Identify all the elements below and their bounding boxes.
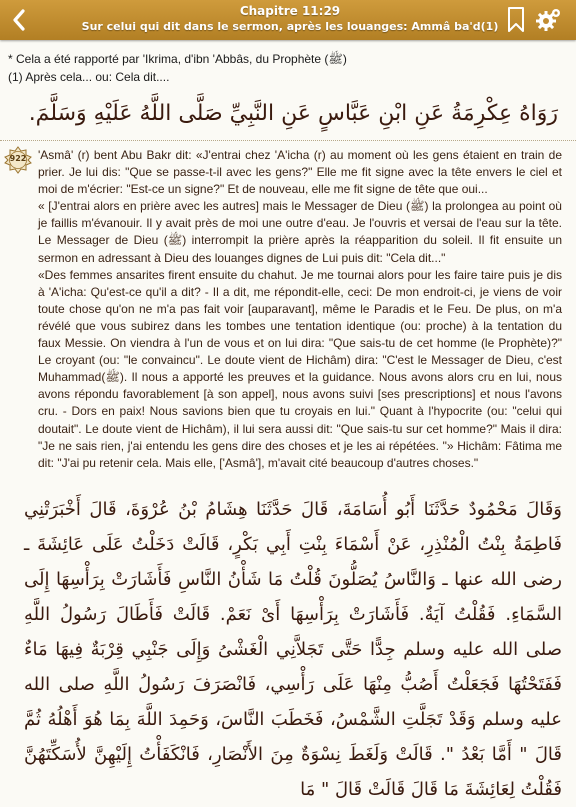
bookmark-icon	[505, 6, 527, 34]
chevron-left-icon	[12, 9, 26, 31]
section-divider	[0, 140, 576, 141]
chapter-subtitle: Sur celui qui dit dans le sermon, après les louanges: Ammâ ba'd(1)	[81, 20, 499, 33]
gear-icon	[534, 6, 562, 34]
hadith-number: 922	[9, 154, 27, 163]
content-area[interactable]	[0, 40, 576, 800]
settings-button[interactable]	[534, 6, 562, 34]
chapter-arabic-text: رَوَاهُ عِكْرِمَةُ عَنِ ابْنِ عَبَّاسٍ عَنِ النَّبِيِّ صَلَّى اللَّهُ عَلَيْهِ وَسَلَّمَ.	[28, 101, 558, 126]
back-button[interactable]	[4, 4, 34, 36]
hadith-number-badge	[4, 146, 32, 174]
hadith-paragraph: « [J'entrai alors en prière avec les autres] mais le Messager de Dieu (ﷺ) la prolongea au point où je faillis m'évanouir. Il y avait près de moi une outre d'eau. Je l'ouvris et versai de l'eau sur la tête. Le Messager de Dieu (ﷺ) interrompit la prière après la réapparition du soleil. Il fit ensuite un sermon en adressant à Dieu des louanges dignes de Lui puis dit: "Cela dit..."	[38, 199, 562, 265]
hadith-paragraph: «Des femmes ansarites firent ensuite du chahut. Je me tournai alors pour les faire taire puis je dis à 'A'icha: Qu'est-ce qu'il a dit? - Il a dit, me répondit-elle, ceci: De mon endroit-ci, je viens de voir toute chose qu'on ne m'a pas fait voir [auparavant], même le Paradis et le Feu. De plus, on m'a révélé que vous subirez dans les tombes une tentation identique (ou: proche) à la tentation du faux Messie. On viendra à l'un de vous et on lui dira: "Que sais-tu de cet homme (le Prophète)?" Le croyant (ou: "le convaincu". Le doute vient de Hichâm) dira: "C'est le Messager de Dieu, c'est Muhammad(ﷺ). Il nous a apporté les preuves et la guidance. Nous avons alors cru en lui, nous avons répondu favorablement [à son appel], nous avons suivi [ses prescriptions] et nous l'avons cru. - Dors en paix! Nous savions bien que tu croyais en lui." Quant à l'hypocrite (ou: "celui qui doutait". Le doute vient de Hichâm), il lui sera aussi dit: "Que sais-tu sur cet homme?" Mais il dira: "Je ne sais rien, j'ai entendu les gens dire des choses et je les ai répétées. "» Hichâm: Fâtima me dit: "J'ai pu retenir cela. Mais elle, ['Asmâ'], m'avait cité beaucoup d'autres choses."	[38, 267, 562, 470]
hadith-arabic-text: وَقَالَ مَحْمُودٌ حَدَّثَنَا أَبُو أُسَامَةَ، قَالَ حَدَّثَنَا هِشَامُ بْنُ عُرْوَةَ، قَالَ أَخْبَرَتْنِي فَاطِمَةُ بِنْتُ الْمُنْذِرِ، عَنْ أَسْمَاءَ بِنْتِ أَبِي بَكْرٍ، قَالَتْ دَخَلْتُ عَلَى عَائِشَةَ ـ رضى الله عنها ـ وَالنَّاسُ يُصَلُّونَ قُلْتُ مَا شَأْنُ النَّاسِ فَأَشَارَتْ بِرَأْسِهَا إِلَى السَّمَاءِ. فَقُلْتُ آيَةٌ. فَأَشَارَتْ بِرَأْسِهَا أَىْ نَعَمْ. قَالَتْ فَأَطَالَ رَسُولُ اللَّهِ صلى الله عليه وسلم جِدًّا حَتَّى تَجَلاَّنِي الْغَشْىُ وَإِلَى جَنْبِي قِرْبَةٌ فِيهَا مَاءٌ فَفَتَحْتُهَا فَجَعَلْتُ أَصُبُّ مِنْهَا عَلَى رَأْسِي، فَانْصَرَفَ رَسُولُ اللَّهِ صلى الله عليه وسلم وَقَدْ تَجَلَّتِ الشَّمْسُ، فَخَطَبَ النَّاسَ، وَحَمِدَ اللَّهَ بِمَا هُوَ أَهْلُهُ ثُمَّ قَالَ " أَمَّا بَعْدُ ". قَالَتْ وَلَغَطَ نِسْوَةٌ مِنَ الأَنْصَارِ، فَانْكَفَأْتُ إِلَيْهِنَّ لأُسَكِّتَهُنَّ فَقُلْتُ لِعَائِشَةَ مَا قَالَ قَالَتْ قَالَ " مَا	[24, 499, 562, 800]
chapter-title: Chapitre 11:29	[239, 4, 341, 18]
header-titles	[70, 3, 510, 34]
chapter-note-source: * Cela a été rapporté par 'Ikrima, d'ibn 'Abbâs, du Prophète (ﷺ)	[8, 52, 347, 66]
hadith-translation	[38, 147, 562, 472]
top-bar	[0, 0, 576, 40]
bookmark-button[interactable]	[505, 6, 527, 34]
hadith-paragraph: 'Asmâ' (r) bent Abu Bakr dit: «J'entrai chez 'A'icha (r) au moment où les gens étaient en train de prier. Je lui dis: "Que se passe-t-il avec les gens?" Elle me fit signe avec la tête envers le ciel et moi de m'écrier: "Est-ce un signe?" Et de nouveau, elle me fit signe de tête que oui...	[38, 148, 562, 197]
chapter-note-footnote: (1) Après cela... ou: Cela dit....	[8, 70, 170, 84]
